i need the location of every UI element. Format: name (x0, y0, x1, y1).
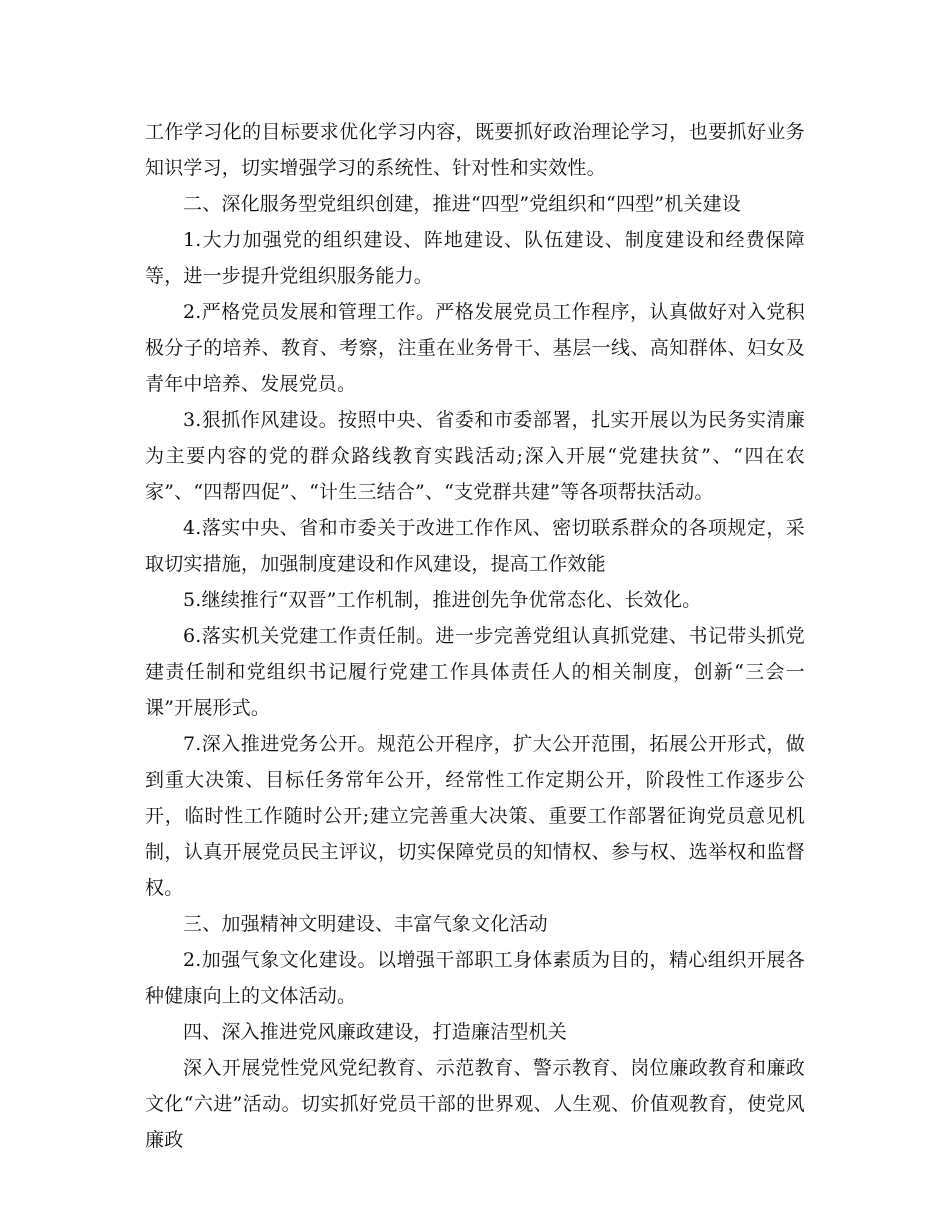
paragraph-item-6: 6.落实机关党建工作责任制。进一步完善党组认真抓党建、书记带头抓党建责任制和党组织书记履行党建工作具体责任人的相关制度，创新“三会一课”开展形式。 (145, 625, 805, 719)
heading-section-three: 三、加强精神文明建设、丰富气象文化活动 (183, 913, 548, 935)
paragraph-item-7: 7.深入推进党务公开。规范公开程序，扩大公开范围，拓展公开形式，做到重大决策、目标任务常年公开，经常性工作定期公开，阶段性工作逐步公开，临时性工作随时公开;建立完善重大决策、重要工作部署征询党员意见机制，认真开展党员民主评议，切实保障党员的知情权、参与权、选举权和监督权。 (145, 733, 805, 899)
paragraph-item-1: 1.大力加强党的组织建设、阵地建设、队伍建设、制度建设和经费保障等，进一步提升党组织服务能力。 (145, 229, 805, 287)
heading-section-two: 二、深化服务型党组织创建，推进“四型”党组织和“四型”机关建设 (183, 193, 742, 215)
paragraph-culture-item-2: 2.加强气象文化建设。以增强干部职工身体素质为目的，精心组织开展各种健康向上的文体活动。 (145, 949, 805, 1007)
paragraph-integrity-education: 深入开展党性党风党纪教育、示范教育、警示教育、岗位廉政教育和廉政文化“六进”活动。切实抓好党员干部的世界观、人生观、价值观教育，使党风廉政 (145, 1057, 805, 1151)
paragraph-study-content: 工作学习化的目标要求优化学习内容，既要抓好政治理论学习，也要抓好业务知识学习，切实增强学习的系统性、针对性和实效性。 (145, 121, 805, 179)
document-body (145, 114, 805, 1158)
paragraph-item-5: 5.继续推行“双晋”工作机制，推进创先争优常态化、长效化。 (183, 589, 702, 611)
paragraph-item-2: 2.严格党员发展和管理工作。严格发展党员工作程序，认真做好对入党积极分子的培养、教育、考察，注重在业务骨干、基层一线、高知群体、妇女及青年中培养、发展党员。 (145, 301, 805, 395)
paragraph-item-4: 4.落实中央、省和市委关于改进工作作风、密切联系群众的各项规定，采取切实措施，加强制度建设和作风建设，提高工作效能 (145, 517, 805, 575)
heading-section-four: 四、深入推进党风廉政建设，打造廉洁型机关 (183, 1021, 568, 1043)
paragraph-item-3: 3.狠抓作风建设。按照中央、省委和市委部署，扎实开展以为民务实清廉为主要内容的党的群众路线教育实践活动;深入开展“党建扶贫”、“四在农家”、“四帮四促”、“计生三结合”、“支党群共建”等各项帮扶活动。 (145, 409, 805, 503)
